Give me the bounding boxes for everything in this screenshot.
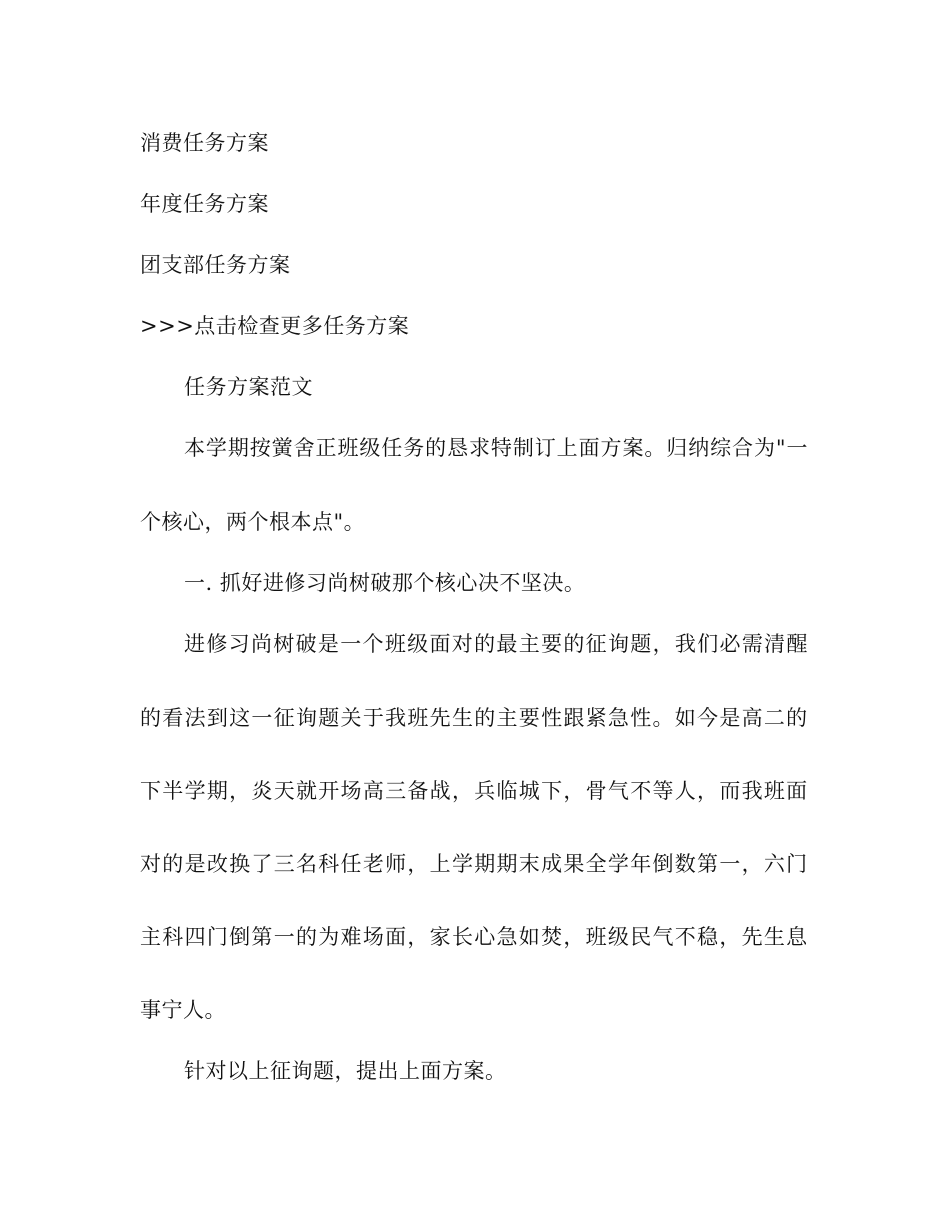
- link-annual-plan[interactable]: 年度任务方案: [140, 192, 269, 216]
- paragraph-line: 事宁人。: [140, 998, 226, 1022]
- paragraph-line: 一. 抓好进修习尚树破那个核心决不坚决。: [184, 571, 586, 595]
- link-more-plans[interactable]: >>>点击检查更多任务方案: [140, 314, 410, 338]
- paragraph-line: 主 科 四 门 倒 第 一 的 为 难 场 面 ， 家 长 心 急 如 焚 ， 班 级 民 气 不 稳 ， 先 生 息: [140, 925, 808, 949]
- paragraph-line: 下 半 学 期 ， 炎 天 就 开 场 高 三 备 战 ， 兵 临 城 下 ， 骨 气 不 等 人 ， 而 我 班 面: [140, 779, 808, 803]
- paragraph-line: 针对以上征询题，提出上面方案。: [184, 1059, 507, 1083]
- paragraph-line: 的 看 法 到 这 一 征 询 题 关 于 我 班 先 生 的 主 要 性 跟 紧 急 性 。 如 今 是 高 二 的: [140, 706, 808, 730]
- link-consumption-plan[interactable]: 消费任务方案: [140, 131, 269, 155]
- paragraph-line: 对 的 是 改 换 了 三 名 科 任 老 师 ， 上 学 期 期 末 成 果 全 学 年 倒 数 第 一 ， 六 门: [140, 852, 808, 876]
- link-youth-league-plan[interactable]: 团支部任务方案: [140, 253, 291, 277]
- paragraph-line: 进 修 习 尚 树 破 是 一 个 班 级 面 对 的 最 主 要 的 征 询 题 ， 我 们 必 需 清 醒: [184, 632, 808, 656]
- paragraph-line: 本 学 期 按 黉 舍 正 班 级 任 务 的 恳 求 特 制 订 上 面 方 案 。 归 纳 综 合 为 " 一: [184, 436, 808, 460]
- section-title: 任务方案范文: [184, 375, 313, 399]
- paragraph-line: 个核心，两个根本点"。: [140, 510, 366, 534]
